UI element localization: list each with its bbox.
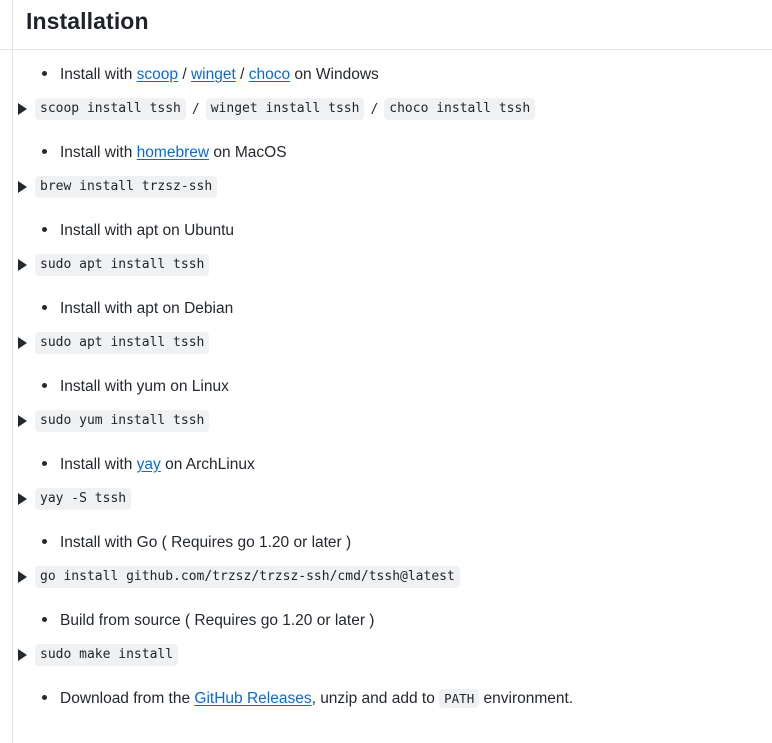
triangle-right-icon[interactable] — [18, 337, 27, 349]
list-item-text: Install with apt on Debian — [60, 300, 234, 317]
link-github-releases[interactable]: GitHub Releases — [194, 690, 312, 707]
command-text: choco install tssh — [384, 98, 535, 120]
list-item — [0, 532, 772, 554]
link-separator: / — [235, 66, 249, 83]
bullet-icon — [42, 71, 47, 76]
link-choco[interactable]: choco — [248, 66, 291, 83]
command-disclosure[interactable] — [0, 176, 772, 198]
command-text: yay -S tssh — [35, 488, 131, 510]
bullet-icon — [42, 617, 47, 622]
list-item-text: Install with apt on Ubuntu — [60, 222, 235, 239]
item-suffix: environment. — [479, 690, 574, 707]
command-disclosure[interactable] — [0, 488, 772, 510]
command-separator: / — [191, 101, 200, 117]
list-item-text: Build from source ( Requires go 1.20 or later ) — [60, 612, 375, 629]
command-text: sudo apt install tssh — [35, 254, 209, 276]
command-text: sudo yum install tssh — [35, 410, 209, 432]
item-prefix: Install with — [60, 456, 137, 473]
page-title: Installation — [0, 0, 772, 50]
item-prefix: Install with — [60, 66, 137, 83]
list-item — [0, 376, 772, 398]
command-text: scoop install tssh — [35, 98, 186, 120]
command-disclosure[interactable] — [0, 410, 772, 432]
command-text: winget install tssh — [206, 98, 365, 120]
list-item — [0, 610, 772, 632]
command-group — [35, 98, 535, 120]
bullet-icon — [42, 695, 47, 700]
list-item-text: Install with yum on Linux — [60, 378, 229, 395]
command-text: sudo apt install tssh — [35, 332, 209, 354]
item-suffix: on ArchLinux — [160, 456, 255, 473]
command-text: brew install trzsz-ssh — [35, 176, 217, 198]
command-separator: / — [370, 101, 379, 117]
list-item — [0, 64, 772, 86]
list-item-text — [60, 142, 772, 164]
bullet-icon — [42, 227, 47, 232]
item-suffix: on MacOS — [209, 144, 287, 161]
triangle-right-icon[interactable] — [18, 415, 27, 427]
triangle-right-icon[interactable] — [18, 571, 27, 583]
command-disclosure[interactable] — [0, 98, 772, 120]
list-item-text — [60, 454, 772, 476]
link-winget[interactable]: winget — [190, 66, 236, 83]
list-item — [0, 298, 772, 320]
link-scoop[interactable]: scoop — [136, 66, 179, 83]
item-middle: , unzip and add to — [311, 690, 440, 707]
bullet-icon — [42, 383, 47, 388]
list-item-text — [60, 64, 772, 86]
list-item-text — [60, 688, 772, 710]
link-yay[interactable]: yay — [136, 456, 161, 473]
bullet-icon — [42, 539, 47, 544]
triangle-right-icon[interactable] — [18, 181, 27, 193]
command-text: sudo make install — [35, 644, 178, 666]
link-homebrew[interactable]: homebrew — [136, 144, 210, 161]
command-disclosure[interactable] — [0, 254, 772, 276]
item-prefix: Download from the — [60, 690, 195, 707]
command-disclosure[interactable] — [0, 644, 772, 666]
link-separator: / — [178, 66, 191, 83]
list-item — [0, 454, 772, 476]
list-item — [0, 142, 772, 164]
item-prefix: Install with — [60, 144, 137, 161]
triangle-right-icon[interactable] — [18, 103, 27, 115]
command-disclosure[interactable] — [0, 332, 772, 354]
list-item-text: Install with Go ( Requires go 1.20 or later ) — [60, 534, 352, 551]
inline-code-path: PATH — [439, 689, 479, 708]
triangle-right-icon[interactable] — [18, 649, 27, 661]
bullet-icon — [42, 461, 47, 466]
command-text: go install github.com/trzsz/trzsz-ssh/cmd/tssh@latest — [35, 566, 460, 588]
item-suffix: on Windows — [290, 66, 379, 83]
triangle-right-icon[interactable] — [18, 493, 27, 505]
list-item — [0, 688, 772, 710]
command-disclosure[interactable] — [0, 566, 772, 588]
installation-list — [0, 50, 772, 710]
bullet-icon — [42, 149, 47, 154]
bullet-icon — [42, 305, 47, 310]
list-item — [0, 220, 772, 242]
triangle-right-icon[interactable] — [18, 259, 27, 271]
